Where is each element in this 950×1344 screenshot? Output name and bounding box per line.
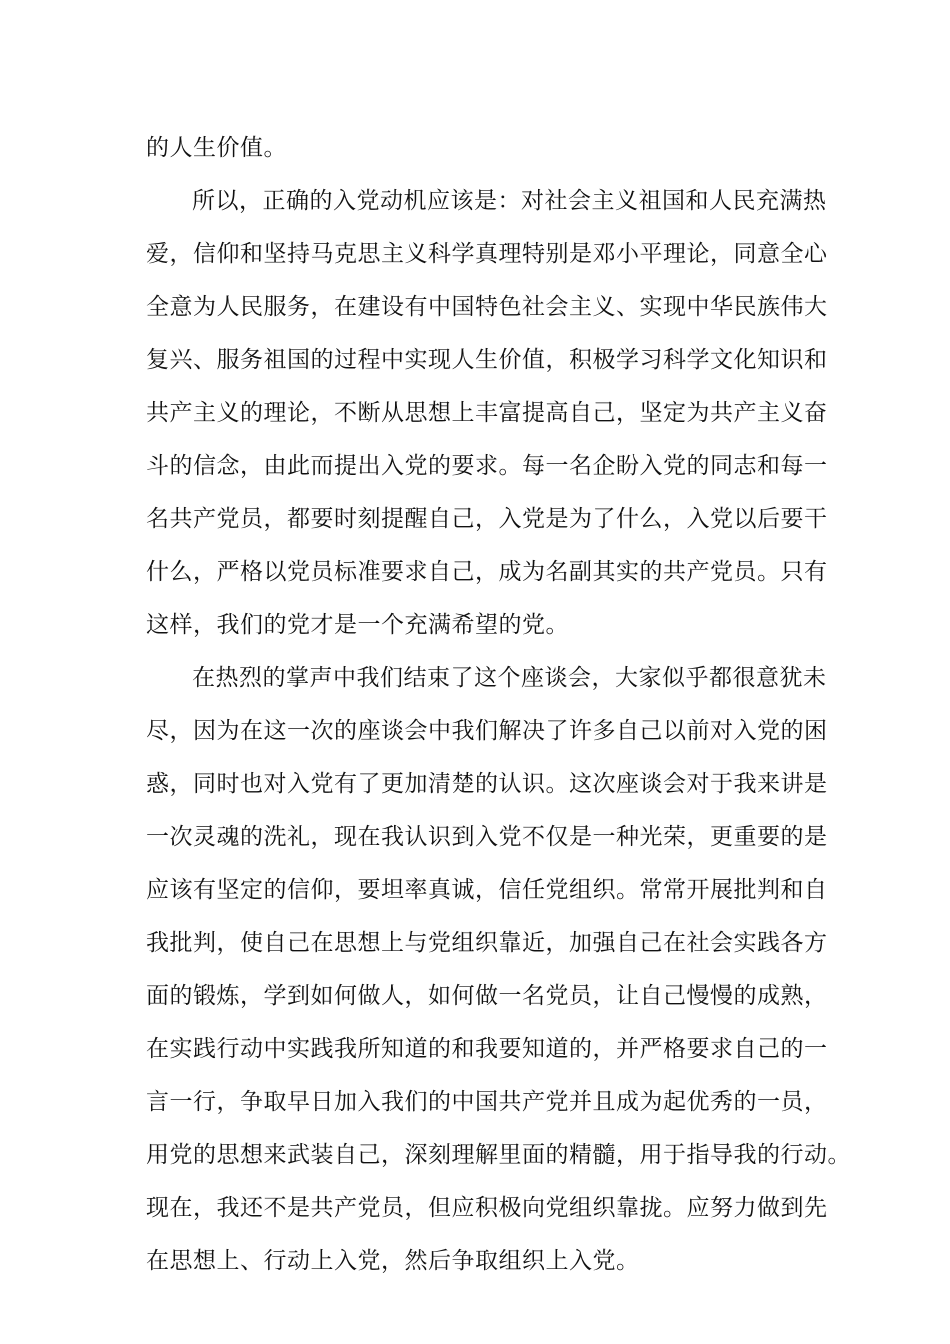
paragraph-start-line: 所以，正确的入党动机应该是：对社会主义祖国和人民充满热 [192,188,827,214]
text-line: 共产主义的理论，不断从思想上丰富提高自己，坚定为共产主义奋 [146,400,828,426]
text-line: 面的锻炼，学到如何做人，如何做一名党员，让自己慢慢的成熟， [146,983,828,1009]
text-line: 一次灵魂的洗礼，现在我认识到入党不仅是一种光荣，更重要的是 [146,824,828,850]
text-line: 在思想上、行动上入党，然后争取组织上入党。 [146,1248,640,1274]
text-line: 什么，严格以党员标准要求自己，成为名副其实的共产党员。只有 [146,559,828,585]
text-line: 的人生价值。 [146,135,287,161]
text-line: 惑，同时也对入党有了更加清楚的认识。这次座谈会对于我来讲是 [146,771,828,797]
text-line: 现在，我还不是共产党员，但应积极向党组织靠拢。应努力做到先 [146,1195,828,1221]
text-line: 我批判，使自己在思想上与党组织靠近，加强自己在社会实践各方 [146,930,828,956]
text-line: 应该有坚定的信仰，要坦率真诚，信任党组织。常常开展批判和自 [146,877,828,903]
text-line: 复兴、服务祖国的过程中实现人生价值，积极学习科学文化知识和 [146,347,828,373]
text-line: 在实践行动中实践我所知道的和我要知道的，并严格要求自己的一 [146,1036,828,1062]
text-line: 斗的信念，由此而提出入党的要求。每一名企盼入党的同志和每一 [146,453,828,479]
text-line: 言一行，争取早日加入我们的中国共产党并且成为起优秀的一员， [146,1089,828,1115]
text-line: 全意为人民服务，在建设有中国特色社会主义、实现中华民族伟大 [146,294,828,320]
text-line: 爱，信仰和坚持马克思主义科学真理特别是邓小平理论，同意全心 [146,241,828,267]
text-line: 用党的思想来武装自己，深刻理解里面的精髓，用于指导我的行动。 [146,1142,851,1168]
text-line: 这样，我们的党才是一个充满希望的党。 [146,612,569,638]
text-line: 名共产党员，都要时刻提醒自己，入党是为了什么，入党以后要干 [146,506,828,532]
paragraph-start-line: 在热烈的掌声中我们结束了这个座谈会，大家似乎都很意犹未 [192,665,827,691]
text-line: 尽，因为在这一次的座谈会中我们解决了许多自己以前对入党的困 [146,718,828,744]
